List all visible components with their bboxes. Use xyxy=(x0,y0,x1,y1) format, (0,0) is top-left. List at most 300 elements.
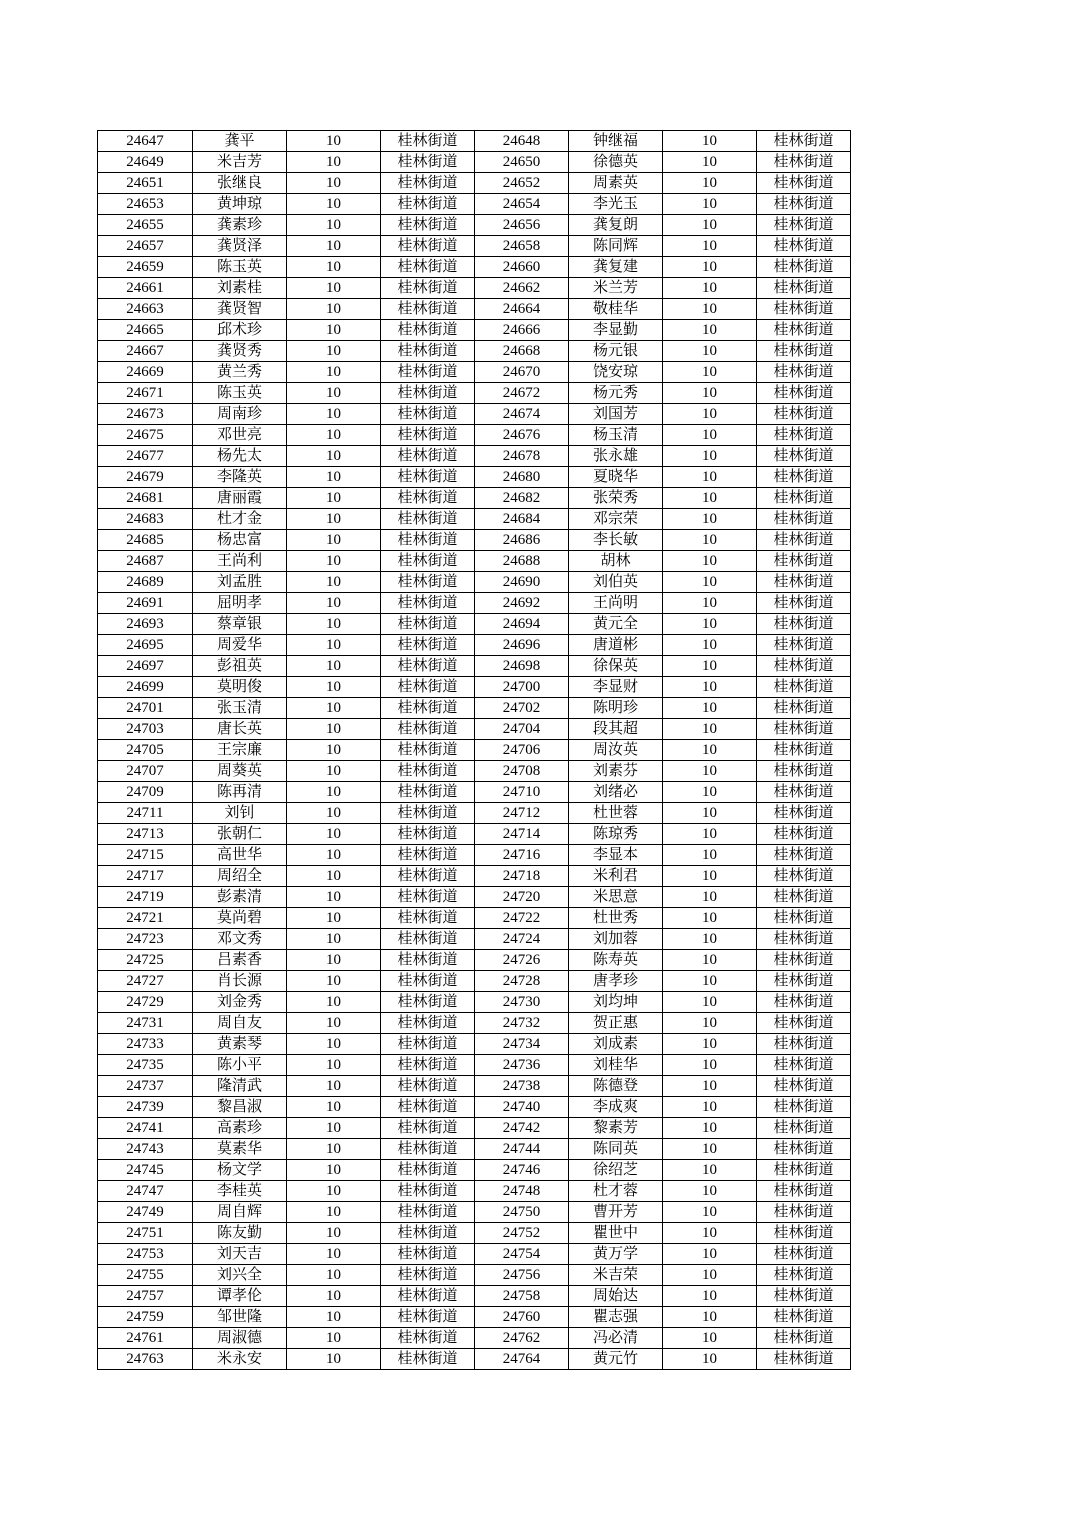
table-row xyxy=(98,971,851,992)
table-row xyxy=(98,887,851,908)
street-cell: 桂林街道 xyxy=(757,551,851,572)
street-cell: 桂林街道 xyxy=(381,383,475,404)
seq-cell: 24737 xyxy=(98,1076,193,1097)
street-cell: 桂林街道 xyxy=(757,572,851,593)
name-cell: 刘桂华 xyxy=(569,1055,663,1076)
street-cell: 桂林街道 xyxy=(381,1181,475,1202)
seq-cell: 24718 xyxy=(475,866,569,887)
street-cell: 桂林街道 xyxy=(381,1244,475,1265)
street-cell: 桂林街道 xyxy=(757,614,851,635)
seq-cell: 24659 xyxy=(98,257,193,278)
amount-cell: 10 xyxy=(663,236,757,257)
amount-cell: 10 xyxy=(287,215,381,236)
street-cell: 桂林街道 xyxy=(381,446,475,467)
seq-cell: 24733 xyxy=(98,1034,193,1055)
seq-cell: 24647 xyxy=(98,131,193,152)
seq-cell: 24654 xyxy=(475,194,569,215)
street-cell: 桂林街道 xyxy=(381,761,475,782)
amount-cell: 10 xyxy=(287,1076,381,1097)
seq-cell: 24725 xyxy=(98,950,193,971)
street-cell: 桂林街道 xyxy=(381,1286,475,1307)
table-row xyxy=(98,1265,851,1286)
roster-table-body xyxy=(98,131,851,1370)
seq-cell: 24709 xyxy=(98,782,193,803)
seq-cell: 24731 xyxy=(98,1013,193,1034)
street-cell: 桂林街道 xyxy=(381,362,475,383)
table-row xyxy=(98,992,851,1013)
seq-cell: 24681 xyxy=(98,488,193,509)
roster-table xyxy=(97,130,851,1370)
seq-cell: 24673 xyxy=(98,404,193,425)
table-row xyxy=(98,1328,851,1349)
amount-cell: 10 xyxy=(663,761,757,782)
name-cell: 杨文学 xyxy=(193,1160,287,1181)
amount-cell: 10 xyxy=(287,1013,381,1034)
street-cell: 桂林街道 xyxy=(381,1202,475,1223)
amount-cell: 10 xyxy=(287,719,381,740)
amount-cell: 10 xyxy=(663,740,757,761)
street-cell: 桂林街道 xyxy=(757,929,851,950)
seq-cell: 24661 xyxy=(98,278,193,299)
amount-cell: 10 xyxy=(663,1139,757,1160)
amount-cell: 10 xyxy=(287,551,381,572)
street-cell: 桂林街道 xyxy=(757,1139,851,1160)
name-cell: 刘成素 xyxy=(569,1034,663,1055)
table-row xyxy=(98,1307,851,1328)
name-cell: 周汝英 xyxy=(569,740,663,761)
seq-cell: 24710 xyxy=(475,782,569,803)
seq-cell: 24694 xyxy=(475,614,569,635)
amount-cell: 10 xyxy=(663,257,757,278)
street-cell: 桂林街道 xyxy=(381,530,475,551)
amount-cell: 10 xyxy=(287,530,381,551)
name-cell: 刘兴全 xyxy=(193,1265,287,1286)
amount-cell: 10 xyxy=(287,782,381,803)
seq-cell: 24728 xyxy=(475,971,569,992)
table-row xyxy=(98,425,851,446)
amount-cell: 10 xyxy=(663,803,757,824)
amount-cell: 10 xyxy=(287,1097,381,1118)
street-cell: 桂林街道 xyxy=(757,1265,851,1286)
name-cell: 夏晓华 xyxy=(569,467,663,488)
street-cell: 桂林街道 xyxy=(381,236,475,257)
street-cell: 桂林街道 xyxy=(757,866,851,887)
seq-cell: 24747 xyxy=(98,1181,193,1202)
table-row xyxy=(98,593,851,614)
seq-cell: 24744 xyxy=(475,1139,569,1160)
seq-cell: 24716 xyxy=(475,845,569,866)
amount-cell: 10 xyxy=(287,908,381,929)
name-cell: 邓宗荣 xyxy=(569,509,663,530)
name-cell: 杨元银 xyxy=(569,341,663,362)
amount-cell: 10 xyxy=(287,1139,381,1160)
street-cell: 桂林街道 xyxy=(381,173,475,194)
name-cell: 黄万学 xyxy=(569,1244,663,1265)
name-cell: 周淑德 xyxy=(193,1328,287,1349)
name-cell: 王尚明 xyxy=(569,593,663,614)
table-row xyxy=(98,782,851,803)
street-cell: 桂林街道 xyxy=(757,971,851,992)
seq-cell: 24660 xyxy=(475,257,569,278)
amount-cell: 10 xyxy=(663,1076,757,1097)
amount-cell: 10 xyxy=(287,320,381,341)
table-row xyxy=(98,551,851,572)
amount-cell: 10 xyxy=(663,215,757,236)
street-cell: 桂林街道 xyxy=(757,1181,851,1202)
name-cell: 莫尚碧 xyxy=(193,908,287,929)
street-cell: 桂林街道 xyxy=(381,131,475,152)
table-row xyxy=(98,215,851,236)
amount-cell: 10 xyxy=(287,698,381,719)
amount-cell: 10 xyxy=(287,509,381,530)
seq-cell: 24675 xyxy=(98,425,193,446)
street-cell: 桂林街道 xyxy=(757,908,851,929)
name-cell: 龚复朗 xyxy=(569,215,663,236)
seq-cell: 24714 xyxy=(475,824,569,845)
table-row xyxy=(98,950,851,971)
street-cell: 桂林街道 xyxy=(381,1307,475,1328)
name-cell: 邱术珍 xyxy=(193,320,287,341)
amount-cell: 10 xyxy=(287,152,381,173)
amount-cell: 10 xyxy=(287,887,381,908)
seq-cell: 24708 xyxy=(475,761,569,782)
table-row xyxy=(98,194,851,215)
street-cell: 桂林街道 xyxy=(381,1139,475,1160)
name-cell: 黎素芳 xyxy=(569,1118,663,1139)
amount-cell: 10 xyxy=(663,194,757,215)
street-cell: 桂林街道 xyxy=(757,236,851,257)
seq-cell: 24698 xyxy=(475,656,569,677)
amount-cell: 10 xyxy=(663,1055,757,1076)
street-cell: 桂林街道 xyxy=(381,1055,475,1076)
amount-cell: 10 xyxy=(663,1223,757,1244)
amount-cell: 10 xyxy=(663,152,757,173)
name-cell: 邓世亮 xyxy=(193,425,287,446)
name-cell: 陈小平 xyxy=(193,1055,287,1076)
seq-cell: 24672 xyxy=(475,383,569,404)
seq-cell: 24722 xyxy=(475,908,569,929)
street-cell: 桂林街道 xyxy=(381,194,475,215)
name-cell: 高世华 xyxy=(193,845,287,866)
amount-cell: 10 xyxy=(287,1118,381,1139)
name-cell: 陈寿英 xyxy=(569,950,663,971)
seq-cell: 24743 xyxy=(98,1139,193,1160)
amount-cell: 10 xyxy=(663,1328,757,1349)
street-cell: 桂林街道 xyxy=(757,278,851,299)
seq-cell: 24758 xyxy=(475,1286,569,1307)
name-cell: 彭祖英 xyxy=(193,656,287,677)
name-cell: 肖长源 xyxy=(193,971,287,992)
table-row xyxy=(98,1244,851,1265)
seq-cell: 24736 xyxy=(475,1055,569,1076)
seq-cell: 24726 xyxy=(475,950,569,971)
seq-cell: 24650 xyxy=(475,152,569,173)
street-cell: 桂林街道 xyxy=(381,1034,475,1055)
street-cell: 桂林街道 xyxy=(381,1118,475,1139)
amount-cell: 10 xyxy=(663,614,757,635)
street-cell: 桂林街道 xyxy=(381,614,475,635)
street-cell: 桂林街道 xyxy=(381,929,475,950)
name-cell: 唐道彬 xyxy=(569,635,663,656)
amount-cell: 10 xyxy=(287,761,381,782)
seq-cell: 24665 xyxy=(98,320,193,341)
street-cell: 桂林街道 xyxy=(757,467,851,488)
amount-cell: 10 xyxy=(287,131,381,152)
table-row xyxy=(98,929,851,950)
name-cell: 刘加蓉 xyxy=(569,929,663,950)
street-cell: 桂林街道 xyxy=(381,278,475,299)
table-row xyxy=(98,236,851,257)
seq-cell: 24717 xyxy=(98,866,193,887)
amount-cell: 10 xyxy=(287,1202,381,1223)
name-cell: 周自友 xyxy=(193,1013,287,1034)
street-cell: 桂林街道 xyxy=(381,404,475,425)
amount-cell: 10 xyxy=(663,1013,757,1034)
seq-cell: 24700 xyxy=(475,677,569,698)
seq-cell: 24656 xyxy=(475,215,569,236)
amount-cell: 10 xyxy=(663,425,757,446)
street-cell: 桂林街道 xyxy=(757,446,851,467)
street-cell: 桂林街道 xyxy=(757,1055,851,1076)
amount-cell: 10 xyxy=(287,992,381,1013)
seq-cell: 24753 xyxy=(98,1244,193,1265)
seq-cell: 24764 xyxy=(475,1349,569,1370)
street-cell: 桂林街道 xyxy=(381,425,475,446)
seq-cell: 24742 xyxy=(475,1118,569,1139)
amount-cell: 10 xyxy=(287,404,381,425)
name-cell: 米吉芳 xyxy=(193,152,287,173)
street-cell: 桂林街道 xyxy=(381,971,475,992)
street-cell: 桂林街道 xyxy=(757,845,851,866)
amount-cell: 10 xyxy=(663,1307,757,1328)
street-cell: 桂林街道 xyxy=(757,635,851,656)
seq-cell: 24706 xyxy=(475,740,569,761)
amount-cell: 10 xyxy=(287,341,381,362)
seq-cell: 24686 xyxy=(475,530,569,551)
amount-cell: 10 xyxy=(287,1244,381,1265)
name-cell: 谭孝伦 xyxy=(193,1286,287,1307)
street-cell: 桂林街道 xyxy=(381,908,475,929)
seq-cell: 24724 xyxy=(475,929,569,950)
table-row xyxy=(98,1118,851,1139)
amount-cell: 10 xyxy=(663,467,757,488)
amount-cell: 10 xyxy=(287,1223,381,1244)
seq-cell: 24729 xyxy=(98,992,193,1013)
name-cell: 屈明孝 xyxy=(193,593,287,614)
name-cell: 李长敏 xyxy=(569,530,663,551)
street-cell: 桂林街道 xyxy=(381,656,475,677)
amount-cell: 10 xyxy=(663,782,757,803)
seq-cell: 24705 xyxy=(98,740,193,761)
name-cell: 杜世秀 xyxy=(569,908,663,929)
street-cell: 桂林街道 xyxy=(757,950,851,971)
street-cell: 桂林街道 xyxy=(757,152,851,173)
name-cell: 段其超 xyxy=(569,719,663,740)
amount-cell: 10 xyxy=(287,1349,381,1370)
amount-cell: 10 xyxy=(287,425,381,446)
table-row xyxy=(98,257,851,278)
street-cell: 桂林街道 xyxy=(757,887,851,908)
name-cell: 王尚利 xyxy=(193,551,287,572)
name-cell: 陈同辉 xyxy=(569,236,663,257)
amount-cell: 10 xyxy=(663,572,757,593)
seq-cell: 24701 xyxy=(98,698,193,719)
table-row xyxy=(98,1055,851,1076)
seq-cell: 24730 xyxy=(475,992,569,1013)
table-row xyxy=(98,908,851,929)
seq-cell: 24671 xyxy=(98,383,193,404)
seq-cell: 24750 xyxy=(475,1202,569,1223)
amount-cell: 10 xyxy=(287,866,381,887)
name-cell: 周素英 xyxy=(569,173,663,194)
name-cell: 冯必清 xyxy=(569,1328,663,1349)
table-row xyxy=(98,1034,851,1055)
amount-cell: 10 xyxy=(663,1265,757,1286)
seq-cell: 24749 xyxy=(98,1202,193,1223)
name-cell: 米兰芳 xyxy=(569,278,663,299)
table-row xyxy=(98,488,851,509)
name-cell: 贺正惠 xyxy=(569,1013,663,1034)
street-cell: 桂林街道 xyxy=(757,593,851,614)
seq-cell: 24715 xyxy=(98,845,193,866)
seq-cell: 24751 xyxy=(98,1223,193,1244)
name-cell: 钟继福 xyxy=(569,131,663,152)
street-cell: 桂林街道 xyxy=(757,341,851,362)
amount-cell: 10 xyxy=(287,1307,381,1328)
name-cell: 徐保英 xyxy=(569,656,663,677)
name-cell: 周爱华 xyxy=(193,635,287,656)
table-row xyxy=(98,278,851,299)
seq-cell: 24648 xyxy=(475,131,569,152)
seq-cell: 24688 xyxy=(475,551,569,572)
name-cell: 刘孟胜 xyxy=(193,572,287,593)
amount-cell: 10 xyxy=(663,719,757,740)
amount-cell: 10 xyxy=(287,1181,381,1202)
name-cell: 周南珍 xyxy=(193,404,287,425)
amount-cell: 10 xyxy=(663,551,757,572)
table-row xyxy=(98,698,851,719)
amount-cell: 10 xyxy=(663,320,757,341)
street-cell: 桂林街道 xyxy=(381,1349,475,1370)
name-cell: 李隆英 xyxy=(193,467,287,488)
street-cell: 桂林街道 xyxy=(381,341,475,362)
name-cell: 王宗廉 xyxy=(193,740,287,761)
street-cell: 桂林街道 xyxy=(381,1076,475,1097)
street-cell: 桂林街道 xyxy=(381,509,475,530)
table-row xyxy=(98,320,851,341)
seq-cell: 24664 xyxy=(475,299,569,320)
seq-cell: 24703 xyxy=(98,719,193,740)
name-cell: 敬桂华 xyxy=(569,299,663,320)
seq-cell: 24685 xyxy=(98,530,193,551)
name-cell: 陈德登 xyxy=(569,1076,663,1097)
amount-cell: 10 xyxy=(663,845,757,866)
street-cell: 桂林街道 xyxy=(757,1076,851,1097)
name-cell: 陈同英 xyxy=(569,1139,663,1160)
street-cell: 桂林街道 xyxy=(381,719,475,740)
seq-cell: 24657 xyxy=(98,236,193,257)
seq-cell: 24676 xyxy=(475,425,569,446)
amount-cell: 10 xyxy=(663,698,757,719)
table-row xyxy=(98,1181,851,1202)
street-cell: 桂林街道 xyxy=(381,1097,475,1118)
street-cell: 桂林街道 xyxy=(757,131,851,152)
seq-cell: 24678 xyxy=(475,446,569,467)
table-row xyxy=(98,677,851,698)
name-cell: 李显本 xyxy=(569,845,663,866)
street-cell: 桂林街道 xyxy=(381,950,475,971)
street-cell: 桂林街道 xyxy=(757,740,851,761)
seq-cell: 24713 xyxy=(98,824,193,845)
amount-cell: 10 xyxy=(663,530,757,551)
street-cell: 桂林街道 xyxy=(757,1034,851,1055)
street-cell: 桂林街道 xyxy=(757,509,851,530)
table-row xyxy=(98,173,851,194)
table-row xyxy=(98,845,851,866)
street-cell: 桂林街道 xyxy=(757,1244,851,1265)
street-cell: 桂林街道 xyxy=(381,299,475,320)
amount-cell: 10 xyxy=(663,1160,757,1181)
street-cell: 桂林街道 xyxy=(381,740,475,761)
seq-cell: 24755 xyxy=(98,1265,193,1286)
seq-cell: 24760 xyxy=(475,1307,569,1328)
street-cell: 桂林街道 xyxy=(757,215,851,236)
name-cell: 张朝仁 xyxy=(193,824,287,845)
amount-cell: 10 xyxy=(287,1265,381,1286)
table-row xyxy=(98,1139,851,1160)
street-cell: 桂林街道 xyxy=(757,656,851,677)
amount-cell: 10 xyxy=(663,1286,757,1307)
name-cell: 龚平 xyxy=(193,131,287,152)
seq-cell: 24687 xyxy=(98,551,193,572)
seq-cell: 24677 xyxy=(98,446,193,467)
amount-cell: 10 xyxy=(287,614,381,635)
name-cell: 米思意 xyxy=(569,887,663,908)
name-cell: 刘素桂 xyxy=(193,278,287,299)
name-cell: 曹开芳 xyxy=(569,1202,663,1223)
seq-cell: 24763 xyxy=(98,1349,193,1370)
seq-cell: 24762 xyxy=(475,1328,569,1349)
street-cell: 桂林街道 xyxy=(381,1328,475,1349)
amount-cell: 10 xyxy=(663,1181,757,1202)
amount-cell: 10 xyxy=(287,656,381,677)
street-cell: 桂林街道 xyxy=(381,1013,475,1034)
amount-cell: 10 xyxy=(663,446,757,467)
seq-cell: 24663 xyxy=(98,299,193,320)
name-cell: 刘金秀 xyxy=(193,992,287,1013)
name-cell: 黄兰秀 xyxy=(193,362,287,383)
amount-cell: 10 xyxy=(663,362,757,383)
name-cell: 刘均坤 xyxy=(569,992,663,1013)
street-cell: 桂林街道 xyxy=(381,551,475,572)
name-cell: 李显财 xyxy=(569,677,663,698)
name-cell: 黄坤琼 xyxy=(193,194,287,215)
amount-cell: 10 xyxy=(663,488,757,509)
amount-cell: 10 xyxy=(663,887,757,908)
street-cell: 桂林街道 xyxy=(381,488,475,509)
seq-cell: 24702 xyxy=(475,698,569,719)
street-cell: 桂林街道 xyxy=(757,362,851,383)
amount-cell: 10 xyxy=(287,635,381,656)
table-row xyxy=(98,362,851,383)
street-cell: 桂林街道 xyxy=(757,257,851,278)
seq-cell: 24723 xyxy=(98,929,193,950)
seq-cell: 24652 xyxy=(475,173,569,194)
name-cell: 周自辉 xyxy=(193,1202,287,1223)
amount-cell: 10 xyxy=(663,383,757,404)
name-cell: 周绍全 xyxy=(193,866,287,887)
amount-cell: 10 xyxy=(663,971,757,992)
